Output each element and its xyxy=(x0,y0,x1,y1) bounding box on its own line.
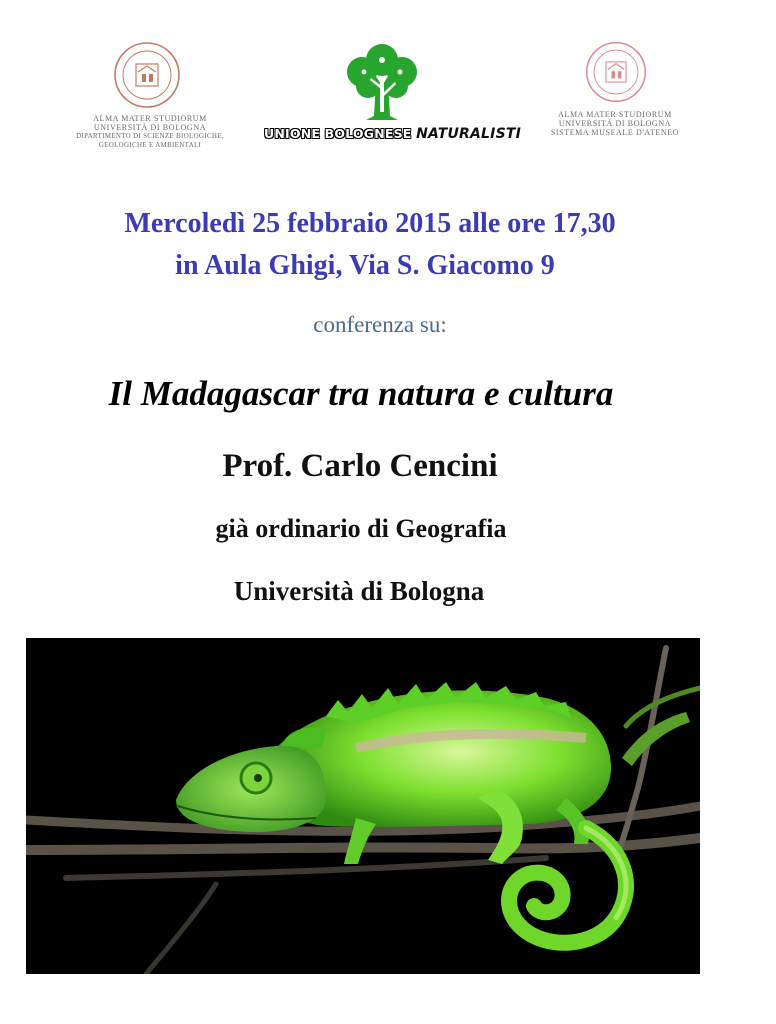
seal-caption-line: DIPARTIMENTO DI SCIENZE BIOLOGICHE, xyxy=(76,132,224,140)
tree-icon xyxy=(340,42,424,122)
chameleon-photo xyxy=(26,638,700,974)
seal-caption-line: UNIVERSITÀ DI BOLOGNA xyxy=(558,119,672,128)
association-name-part1: UNIONE BOLOGNESE xyxy=(264,126,417,141)
talk-title: Il Madagascar tra natura e cultura xyxy=(108,374,614,413)
speaker-affiliation: Università di Bologna xyxy=(233,576,485,606)
event-place: in Aula Ghigi, Via S. Giacomo 9 xyxy=(175,250,555,281)
logo-left xyxy=(70,38,240,158)
seal-caption-line: ALMA MATER STUDIORUM xyxy=(558,110,672,119)
association-name xyxy=(264,126,521,142)
seal-caption-line: ALMA MATER STUDIORUM xyxy=(93,114,207,123)
university-seal-icon xyxy=(112,40,182,110)
conference-intro: conferenza su: xyxy=(313,312,447,337)
logo-center xyxy=(262,42,522,147)
seal-caption-line: UNIVERSITÀ DI BOLOGNA xyxy=(93,123,207,132)
logo-right xyxy=(540,38,700,148)
association-name-part2: NATURALISTI xyxy=(416,126,522,142)
speaker-name: Prof. Carlo Cencini xyxy=(222,448,498,484)
speaker-role: già ordinario di Geografia xyxy=(215,514,507,543)
seal-caption-line: SISTEMA MUSEALE D'ATENEO xyxy=(550,128,680,137)
university-seal-icon xyxy=(584,40,648,104)
seal-caption-line: GEOLOGICHE E AMBIENTALI xyxy=(98,141,202,149)
event-date: Mercoledì 25 febbraio 2015 alle ore 17,30 xyxy=(124,208,616,239)
